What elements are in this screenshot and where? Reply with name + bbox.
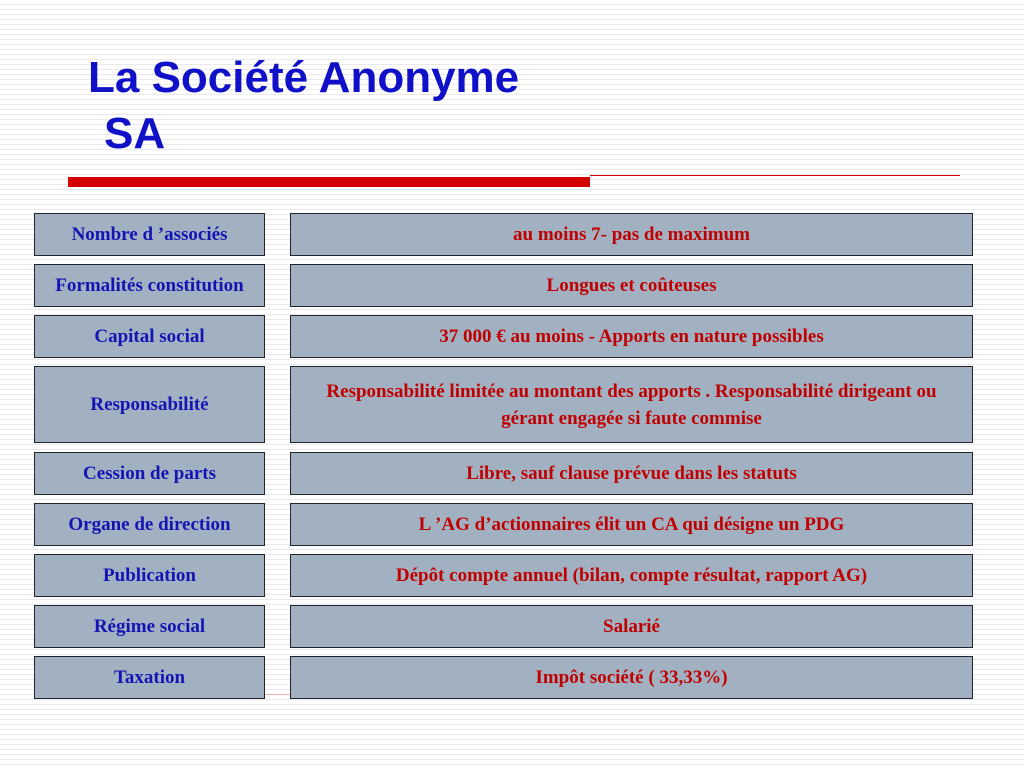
row-label: Capital social xyxy=(34,315,265,358)
row-label: Régime social xyxy=(34,605,265,648)
slide-title xyxy=(88,50,519,162)
row-value: Longues et coûteuses xyxy=(290,264,973,307)
title-divider-thin xyxy=(590,175,960,176)
row-label: Responsabilité xyxy=(34,366,265,443)
title-line-1: La Société Anonyme xyxy=(88,53,520,102)
row-label: Organe de direction xyxy=(34,503,265,546)
row-value: L ’AG d’actionnaires élit un CA qui désigne un PDG xyxy=(290,503,973,546)
row-value: Responsabilité limitée au montant des apports . Responsabilité dirigeant ou gérant engagée si faute commise xyxy=(290,366,973,443)
row-value: Libre, sauf clause prévue dans les statuts xyxy=(290,452,973,495)
row-label: Publication xyxy=(34,554,265,597)
row-label: Formalités constitution xyxy=(34,264,265,307)
row-value: Dépôt compte annuel (bilan, compte résultat, rapport AG) xyxy=(290,554,973,597)
row-label: Taxation xyxy=(34,656,265,699)
title-line-2: SA xyxy=(104,109,166,158)
row-value: 37 000 € au moins - Apports en nature possibles xyxy=(290,315,973,358)
row-value: Impôt société ( 33,33%) xyxy=(290,656,973,699)
row-value: au moins 7- pas de maximum xyxy=(290,213,973,256)
row-value: Salarié xyxy=(290,605,973,648)
row-label: Cession de parts xyxy=(34,452,265,495)
title-divider-thick xyxy=(68,177,590,187)
row-label: Nombre d ’associés xyxy=(34,213,265,256)
